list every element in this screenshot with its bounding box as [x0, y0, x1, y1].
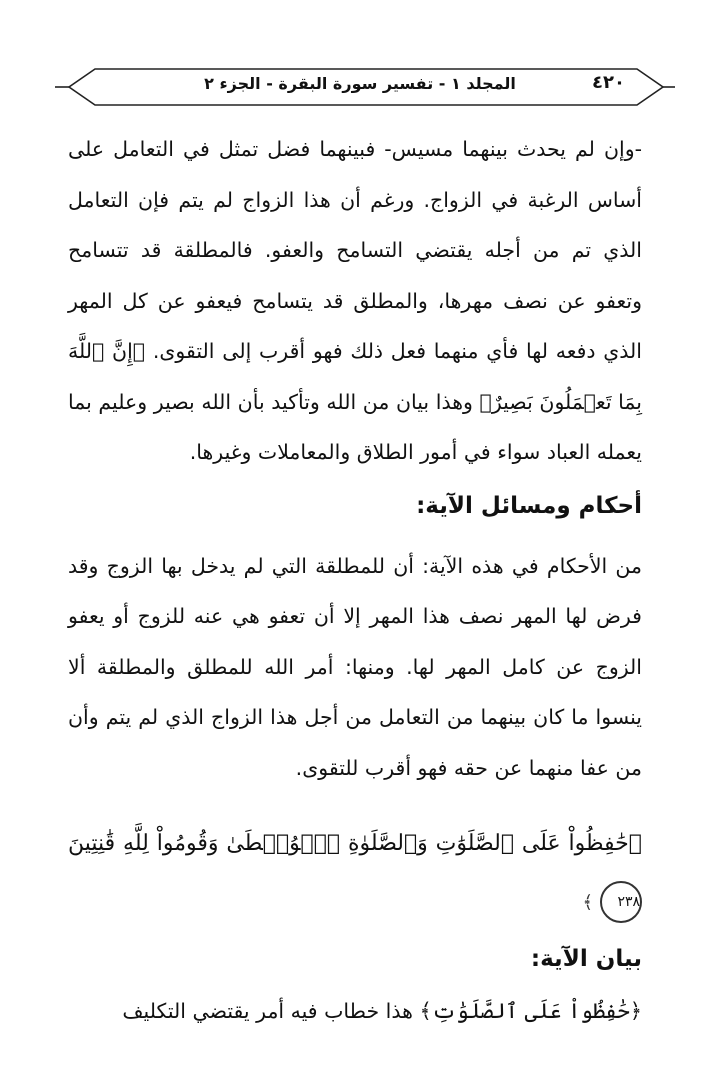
- verse-close-bracket: ﴾: [582, 892, 593, 913]
- quran-verse: [68, 815, 642, 932]
- heading-rulings: أحكام ومسائل الآية:: [416, 492, 642, 519]
- verse-text: ﴿حَٰفِظُواْ عَلَى ٱلصَّلَوَٰتِ وَٱلصَّلَوٰةِ ٱلۡوُسۡطَىٰ وَقُومُواْ لِلَّهِ قَٰنِتِينَ: [68, 831, 642, 856]
- running-header: [55, 64, 675, 110]
- verse-number-medallion: ٢٣٨: [600, 881, 642, 923]
- paragraph-3-text: هذا خطاب فيه أمر يقتضي التكليف: [122, 999, 420, 1023]
- running-title: المجلد ١ - تفسير سورة البقرة - الجزء ٢: [204, 74, 516, 93]
- paragraph-2: من الأحكام في هذه الآية: أن للمطلقة التي لم يدخل بها الزوج وقد فرض لها المهر نصف هذا المهر إلا أن تعفو هي عنه للزوج أو يعفو الزوج عن كامل المهر لها. ومنها: أمر الله للمطلق والمطلقة ألا ينسوا ما كان بينهما من التعامل من أجل هذا الزواج الذي لم يتم وأن من عفا منهما عن حقه فهو أقرب للتقوى.: [68, 553, 642, 780]
- page-content: [68, 124, 642, 1038]
- quote-fragment: ﴿حَٰفِظُواْ عَلَى ٱلصَّلَوَٰتِ﴾: [419, 999, 642, 1023]
- heading-explanation: بيان الآية:: [530, 946, 642, 972]
- paragraph-3: [68, 984, 642, 1038]
- paragraph-1: -وإن لم يحدث بينهما مسيس- فبينهما فضل تمثل في التعامل على أساس الرغبة في الزواج. ورغم أن هذا الزواج لم يتم فإن التعامل الذي تم من أجله يقتضي التسامح والعفو. فالمطلقة قد تتسامح وتعفو عن نصف مهرها، والمطلق قد يتسامح فيعفو عن كل المهر الذي دفعه لها فأي منهما فعل ذلك فهو أقرب إلى التقوى. ﴿إِنَّ ٱللَّهَ بِمَا تَعۡمَلُونَ بَصِيرٌ﴾ وهذا بيان من الله وتأكيد بأن الله بصير وعليم بما يعمله العباد سواء في أمور الطلاق والمعاملات وغيرها.: [68, 137, 642, 464]
- page-number: ٤٢٠: [592, 72, 625, 93]
